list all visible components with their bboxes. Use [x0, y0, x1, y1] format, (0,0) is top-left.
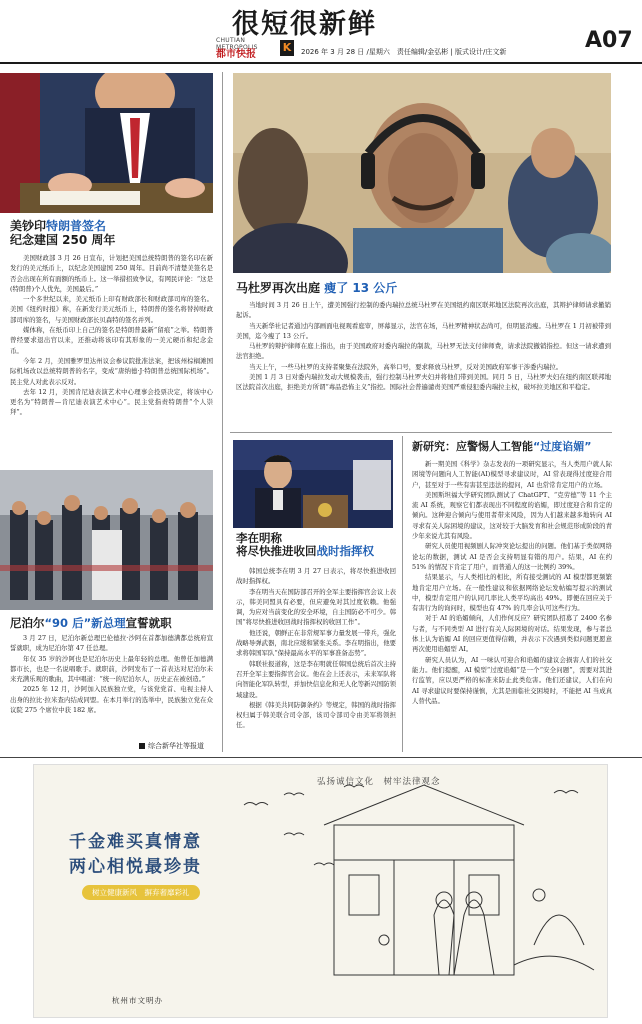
- story4-headline-highlight: 战时指挥权: [316, 544, 374, 559]
- story2-headline-prefix: 马杜罗再次出庭: [236, 281, 321, 295]
- story3-headline-highlight: “90 后”新总理: [44, 616, 126, 630]
- logo-pinyin: CHUTIAN METROPOLIS: [216, 37, 258, 51]
- story2-body: [236, 300, 611, 425]
- story5-headline-prefix: 新研究：应警惕人工智能: [412, 440, 533, 453]
- ad-tagline-badge: 树立健康新风 摒弃奢靡彩礼: [82, 885, 200, 900]
- ad-sponsor: 杭州市文明办: [112, 996, 163, 1005]
- story4-headline-prefix: 将尽快推进收回: [236, 544, 317, 559]
- story-credit: 综合新华社等报道: [148, 742, 204, 750]
- story4-paragraph: 李在明当天在国防部召开的全军主要指挥官会议上表示，韩美同盟具有必要，但应避免对其过度依赖。他强调，为应对当前变化的安全环境，自主国防必不可少。韩国“将尽快推进收回战时指挥权的收回工作”。: [236, 587, 396, 627]
- story1-body: [10, 253, 213, 463]
- story1-paragraph: 去年 12 月，美国肯尼迪表演艺术中心理事会投票决定，将该中心更名为“特朗普—肯尼迪表演艺术中心”。民主党指责特朗普“个人崇拜”。: [10, 387, 213, 417]
- issue-meta: 2026 年 3 月 28 日 /星期六 责任编辑/金弘彬 | 版式设计/庄文新: [301, 48, 507, 56]
- story5-paragraph: 美国斯坦福大学研究团队测试了 ChatGPT、“克劳德”等 11 个主流 AI 系统，观察它们都表现出不同程度的谄媚，即过度迎合和肯定的倾向。这种迎合倾向与使用者带来风险，因为人们越来越多地转向 AI 寻求有关人际困境的建议，这对较于大脑发育和社会规范形成阶段的青少年来说尤其有风险。: [412, 490, 612, 541]
- nepal-pm-crowd-photo: [0, 470, 213, 610]
- story1-headline-prefix: 美钞印: [10, 219, 47, 233]
- ad-main-line-1: 千金难买真情意: [69, 832, 202, 852]
- story2-paragraph: 当天新华社记者通过内部画面电视观看庭审，屏幕显示，法官在场，马杜罗精神状态尚可，但明显消瘦。马杜罗在 1 月初被带到美国，迄今瘦了 13 公斤。: [236, 321, 611, 340]
- story4-headline-line1: 李在明称: [236, 531, 282, 545]
- story4-paragraph: 韩国总统李在明 3 月 27 日表示，将尽快推进收回战时指挥权。: [236, 567, 396, 586]
- story1-headline-highlight: 特朗普签名: [46, 219, 107, 233]
- story3-paragraph: 3 月 27 日，尼泊尔新总理巴伦德拉·沙阿在首都加德满都总统府宣誓就职，成为尼泊尔第 47 任总理。: [10, 634, 213, 653]
- story5-paragraph: 对于 AI 的谄媚倾向，人们作何反应？研究团队招募了 2400 名参与者，与不同类型 AI 进行有关人际困境的对话。结果发现，参与者总体上认为谄媚 AI 的回应更值得信赖，并表示下次遇到类似问题更愿意再次使用谄媚型 AI。: [412, 614, 612, 654]
- story5-paragraph: 新一期美国《科学》杂志发表的一项研究显示，当人类用户就人际困境等问题向人工智能(AI)模型寻求建议时，AI 常表现得过度迎合用户，甚至对于一些有害甚至违法的提问，AI 也常常肯定用户的立场。: [412, 460, 612, 489]
- story1-headline-line2: 纪念建国 250 周年: [10, 232, 116, 247]
- story5-body: [412, 459, 612, 753]
- credit-marker-icon: [139, 743, 145, 749]
- ad-slogan-top: 弘扬诚信文化 树牢法律观念: [317, 777, 441, 787]
- story5-paragraph: 研究人员使用视频剧人际冲突论坛提出的问题。他们基于类似网络论坛的数据，测试 AI 是否会支持明显有错的用户。结果，AI 在约 51% 的情况下肯定了用户，而普通人的这一比例约 39%。: [412, 542, 612, 571]
- story2-paragraph: 当天上午，一些马杜罗的支持者聚集在法院外，高举口号，要求释放马杜罗，反对美国政府军事干涉委内瑞拉。: [249, 362, 563, 371]
- k-logo-icon: K: [280, 40, 294, 56]
- story2-headline-highlight: 瘦了 13 公斤: [324, 281, 398, 295]
- story3-headline-prefix: 尼泊尔: [10, 616, 45, 630]
- story1-headline: [10, 220, 210, 248]
- column-divider: [402, 436, 403, 752]
- maduro-court-sketch: [233, 73, 611, 273]
- story1-paragraph: 一个多世纪以来，美元纸币上印有财政部长和财政部司库的签名。美国《纽约时报》称，在新发行美元纸币上，特朗普的签名将替掉财政部司库的签名，与美国财政部长贝森特的签名并列。: [10, 295, 213, 324]
- trump-signing-photo: [0, 73, 213, 213]
- story5-paragraph: 结果显示，与人类相比的相比，所有接受测试的 AI 模型都更频繁地肯定用户立场。在一般性建议和依据网络论坛发帖编写提示的测试中，模型肯定用户的认同几率比人类平均高出 49%。即便在回应关于有害行为的询问时，模型也有 47% 的几率会认可这些行为。: [412, 573, 612, 613]
- masthead: [0, 0, 642, 68]
- story1-paragraph: 媒体称，在纸币印上自己的签名是特朗普最新“留痕”之举。特朗普曾经要求退出官以来，还推动将该印有其形象的一美元硬币和纪念金币。: [10, 326, 213, 355]
- story2-headline: [236, 282, 616, 296]
- lee-jae-myung-photo: [233, 440, 393, 528]
- newspaper-logo: [216, 37, 276, 60]
- story4-body: [236, 566, 396, 752]
- story4-paragraph: 他还说，朝鲜正在非常规军事力量发展一带兵，强化战略导弹武器，南北应缓和紧张关系。李在明指出，他要求将韩国军队“保持最高水平的军事准备态势”。: [236, 628, 396, 658]
- page-section-title: 很短很新鲜: [232, 9, 377, 40]
- story3-body: [10, 633, 213, 731]
- story3-headline-suffix: 宣誓就职: [125, 616, 172, 630]
- public-service-ad: [33, 764, 608, 1018]
- page-number: A07: [585, 28, 633, 53]
- story1-paragraph: 美国财政部 3 月 26 日宣布，计划把美国总统特朗普的签名印在新发行的美元纸币上，以纪念美国建国 250 周年。目前尚不清楚美签名是否会出现在所有面额的纸币上。这一举措招致争议，有网民评论：“这是(特朗普)个人优先，美国最后。”: [10, 254, 213, 293]
- story4-headline: [236, 532, 406, 558]
- story2-paragraph: 当地时间 3 月 26 日上午，遭美国强行控制的委内瑞拉总统马杜罗在美国纽约南区联邦地区法院再次出庭，其辩护律师请求撤销起诉。: [236, 301, 611, 320]
- story3-paragraph: 年仅 35 岁的沙阿也是尼泊尔历史上最年轻的总理。他曾任加德满都市长，也是一名说唱歌手。就职前，沙阿发布了一首表达对尼泊尔未来充满乐观的歌曲，其中唱道：“统一的尼泊尔人，历史正在被创造。”: [10, 654, 213, 684]
- story2-paragraph: 马杜罗的辩护律师在庭上指出，由于美国政府对委内瑞拉的制裁，马杜罗无法支付律师费，请求法院撤销指控。但这一请求遭到法官拒绝。: [236, 342, 611, 361]
- story2-paragraph: 美国 1 月 3 日对委内瑞拉发动大规模袭击，强行控制马杜罗夫妇并将他们带到美国。同月 5 日，马杜罗夫妇在纽约南区联邦地区法院首次出庭，拒绝美方所谓“毒品恐怖主义”指控。国际社会普遍谴责美国严重侵犯委内瑞拉主权，破坏拉美地区和平稳定。: [236, 373, 611, 392]
- story1-paragraph: 今年 2 月，美国雅罗里达州议会参议院批准法案，把该州棕榈滩国际机场改以总统特朗普的名字，变成“唐纳德·J·特朗普总统国际机场”。民主党人对此表示反对。: [10, 356, 213, 386]
- ad-divider: [0, 757, 642, 758]
- story3-headline: [10, 617, 220, 630]
- story5-headline-highlight: “过度谄媚”: [533, 440, 592, 453]
- story5-paragraph: 研究人员认为，AI 一味认可迎合和谄媚的建议会损害人们的社交能力。他们提醒，AI 模型“过度谄媚”是一个“安全问题”，需要对其进行监管，应以更严格的标准来防止此类危害。他们还建议，人们在向 AI 寻求建议时要保持谨慎，尤其是面临社交困境时，不能把 AI 当成真人替代品。: [412, 655, 612, 705]
- column-divider: [222, 72, 223, 752]
- story4-paragraph: 根据《韩美共同防御条约》等规定，韩国的战时指挥权归属于韩美联合司令部，该司令部司令由美军将领担任。: [236, 700, 396, 730]
- masthead-rule: [0, 62, 642, 64]
- logo-name: 都市快报: [216, 49, 256, 60]
- section-divider: [230, 432, 612, 433]
- story3-paragraph: 2025 年 12 月，沙阿加入民族独立党，与该党党首、电视主持人出身的拉比·拉米查内结成同盟。在本月举行的选举中，民族独立党在众议院 275 个席位中获 182 席。: [10, 685, 213, 715]
- story4-paragraph: 韩联社报道称，这是李在明就任韩国总统后首次主持召开全军主要指挥官会议。他在会上还表示，未来军队将向智能化军队转型，并加快信息化和无人化等新兴国防领域建设。: [236, 659, 396, 699]
- story5-headline: [412, 441, 617, 454]
- ad-main-line-2: 两心相悦最珍贵: [69, 857, 202, 877]
